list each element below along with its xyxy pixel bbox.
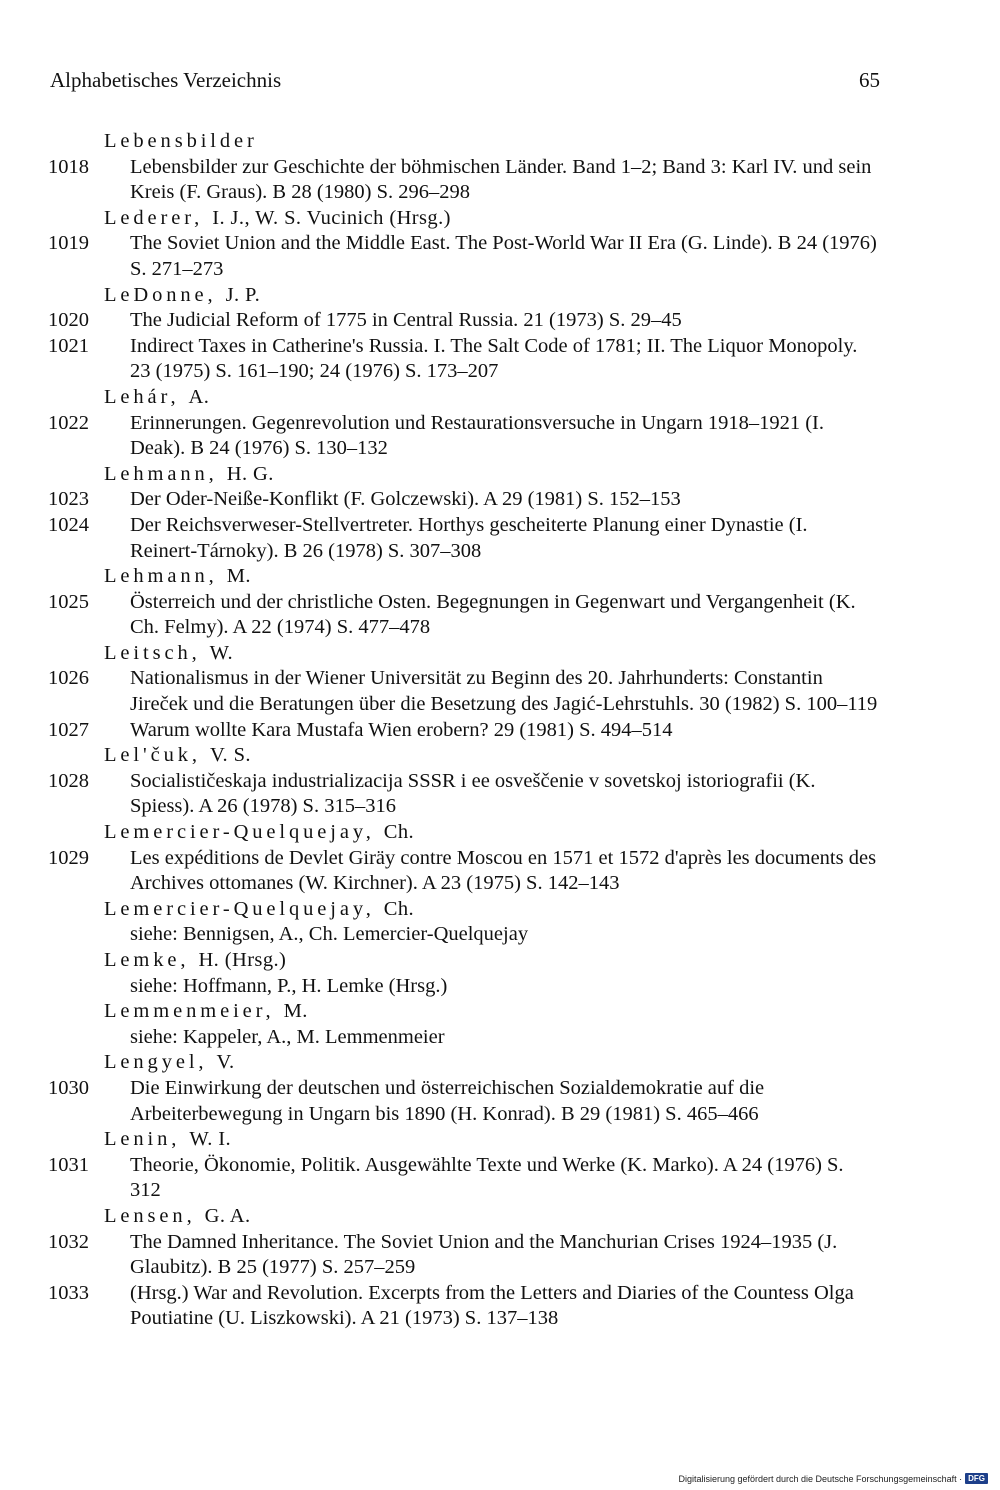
entry-number: 1026 [48,667,89,690]
author-heading [48,743,878,769]
entry-text: Die Einwirkung der deutschen und österreichischen Sozialdemokratie auf die Arbeiterbewegung in Ungarn bis 1890 (H. Konrad). B 29 (1981) S. 465–466 [130,1076,765,1125]
author-surname: Lensen, [104,1204,196,1227]
author-surname: Lehmann, [104,565,218,588]
running-head [50,68,880,93]
entry-text: Les expéditions de Devlet Giräy contre Moscou en 1571 et 1572 d'après les documents des Archives ottomanes (W. Kirchner). A 23 (1975) S. 142–143 [130,846,877,895]
entry-number: 1029 [48,846,89,869]
entry-number: 1019 [48,232,89,255]
bibliography-entry [48,718,878,744]
entry-number: 1022 [48,411,89,434]
author-given-names: Ch. [383,897,415,920]
author-surname: Lederer, [104,206,204,229]
author-given-names: I. J., W. S. Vucinich (Hrsg.) [212,206,451,229]
author-heading [48,206,878,232]
bibliography-entry [48,846,878,897]
author-surname: Lemercier-Quelquejay, [104,821,375,844]
entry-number: 1033 [48,1281,89,1304]
entry-text: Österreich und der christliche Osten. Begegnungen in Gegenwart und Vergangenheit (K. Ch. Felmy). A 22 (1974) S. 477–478 [130,590,856,639]
author-surname: Lemke, [104,949,190,971]
footer-text: Digitalisierung gefördert durch die Deutsche Forschungsgemeinschaft · [678,1473,963,1484]
cross-reference: siehe: Kappeler, A., M. Lemmenmeier [130,1025,445,1048]
cross-reference: siehe: Hoffmann, P., H. Lemke (Hrsg.) [130,974,448,997]
author-given-names: V. S. [209,744,251,767]
author-given-names: M. [283,1000,308,1023]
entry-text: Nationalismus in der Wiener Universität zu Beginn des 20. Jahrhunderts: Constantin Jireček und die Beratungen über die Besetzung des Jagić-Lehrstuhls. 30 (1982) S. 100–119 [130,667,878,716]
author-heading [48,1127,878,1153]
author-heading [48,1050,878,1076]
entry-number: 1027 [48,718,89,741]
author-heading [48,1204,878,1230]
entry-number: 1028 [48,769,89,792]
entry-text: Indirect Taxes in Catherine's Russia. I. The Salt Code of 1781; II. The Liquor Monopoly. 23 (1975) S. 161–190; 24 (1976) S. 173–207 [130,334,858,383]
bibliography-entry [48,513,878,564]
entry-text: (Hrsg.) War and Revolution. Excerpts from the Letters and Diaries of the Countess Olga Poutiatine (U. Liszkowski). A 21 (1973) S. 137–138 [130,1281,854,1330]
bibliography-entry [48,1153,878,1204]
author-heading [48,462,878,488]
author-heading [48,820,878,846]
bibliography-entry [48,411,878,462]
entry-number: 1024 [48,513,89,536]
author-given-names: M. [226,565,251,588]
entry-text: Theorie, Ökonomie, Politik. Ausgewählte Texte und Werke (K. Marko). A 24 (1976) S. 312 [130,1153,844,1202]
author-given-names: W. [209,641,234,664]
author-surname: Lemercier-Quelquejay, [104,897,375,920]
entry-text: The Soviet Union and the Middle East. The Post-World War II Era (G. Linde). B 24 (1976) S. 271–273 [130,232,877,280]
author-heading [48,385,878,411]
entry-number: 1032 [48,1230,89,1253]
entry-text: Der Oder-Neiße-Konflikt (F. Golczewski). A 29 (1981) S. 152–153 [130,488,681,511]
author-surname: LeDonne, [104,283,217,306]
entry-number: 1023 [48,488,89,511]
author-surname: Lehár, [104,385,180,408]
author-surname: Lenin, [104,1128,181,1151]
dfg-logo: DFG [965,1473,988,1484]
author-given-names: A. [188,385,210,408]
entry-number: 1030 [48,1076,89,1099]
author-surname: Lemmenmeier, [104,1000,275,1023]
author-heading [48,948,878,974]
entry-text: Der Reichsverweser-Stellvertreter. Horthys gescheiterte Planung einer Dynastie (I. Reinert-Tárnoky). B 26 (1978) S. 307–308 [130,513,808,562]
header-title: Alphabetisches Verzeichnis [50,68,282,92]
bibliography-entry [48,308,878,334]
bibliography-entry [48,155,878,206]
entry-text: Socialističeskaja industrializacija SSSR i ee osveščenie v sovetskoj istoriografii (K. Spiess). A 26 (1978) S. 315–316 [130,769,816,818]
author-given-names: V. [216,1051,235,1074]
cross-reference: siehe: Bennigsen, A., Ch. Lemercier-Quelquejay [130,923,529,946]
author-given-names: H. G. [226,462,274,485]
entry-text: The Damned Inheritance. The Soviet Union and the Manchurian Crises 1924–1935 (J. Glaubitz). B 25 (1977) S. 257–259 [130,1230,838,1279]
bibliography-entry [48,769,878,820]
bibliography-entry [48,1281,878,1332]
author-heading [48,283,878,309]
footer-credit [678,1473,988,1484]
author-heading [48,641,878,667]
author-heading [48,897,878,923]
entry-text: Erinnerungen. Gegenrevolution und Restaurationsversuche in Ungarn 1918–1921 (I. Deak). B 24 (1976) S. 130–132 [130,411,824,460]
entry-text: The Judicial Reform of 1775 in Central Russia. 21 (1973) S. 29–45 [130,309,682,332]
author-given-names: W. I. [189,1128,232,1151]
author-given-names: H. (Hrsg.) [198,949,287,971]
author-given-names: J. P. [225,283,261,306]
bibliography-entry [48,487,878,513]
bibliography-entry [48,1230,878,1281]
entry-number: 1018 [48,155,89,178]
bibliography-entry [48,231,878,282]
entry-number: 1025 [48,590,89,613]
entry-text: Warum wollte Kara Mustafa Wien erobern? 29 (1981) S. 494–514 [130,718,673,741]
author-heading [48,129,878,155]
index-entries [48,129,878,1332]
bibliography-entry [48,334,878,385]
author-heading [48,999,878,1025]
bibliography-entry [48,666,878,717]
entry-number: 1020 [48,309,89,332]
author-surname: Lehmann, [104,462,218,485]
bibliography-entry [48,1076,878,1127]
entry-text: Lebensbilder zur Geschichte der böhmischen Länder. Band 1–2; Band 3: Karl IV. und sein Kreis (F. Graus). B 28 (1980) S. 296–298 [130,155,872,204]
author-surname: Lebensbilder [104,130,258,152]
entry-number: 1021 [48,334,89,357]
author-given-names: Ch. [383,821,415,844]
author-heading [48,564,878,590]
author-surname: Leitsch, [104,641,201,664]
bibliography-entry [48,590,878,641]
author-surname: Lengyel, [104,1051,208,1074]
entry-number: 1031 [48,1153,89,1176]
author-given-names: G. A. [204,1204,251,1227]
page-number: 65 [859,68,880,92]
author-surname: Lel'čuk, [104,744,201,767]
